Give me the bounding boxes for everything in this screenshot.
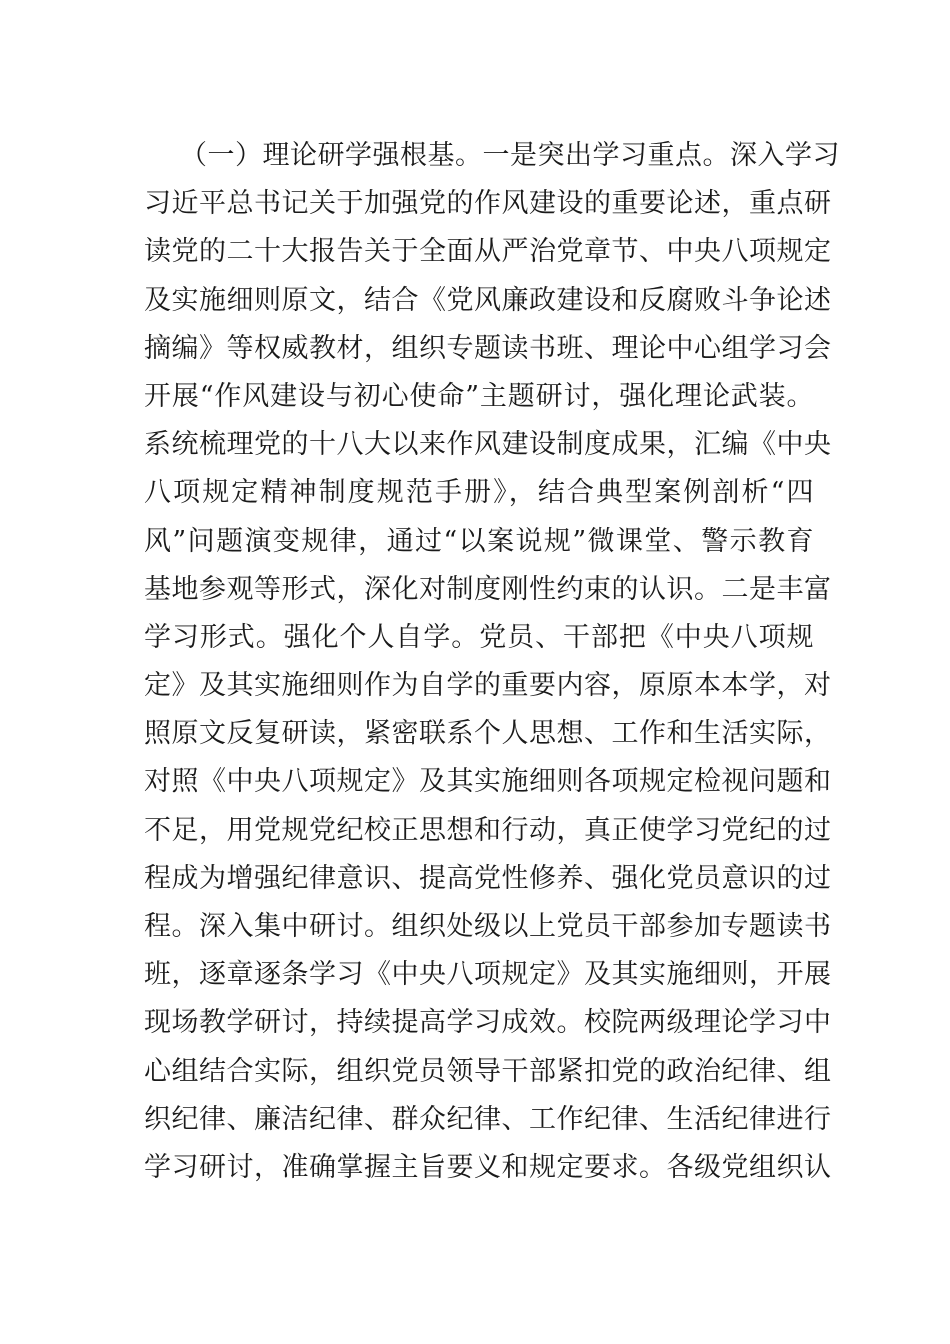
- text-line: （一）理论研学强根基。一是突出学习重点。深入学习: [180, 140, 840, 171]
- body-paragraph: [144, 132, 840, 1192]
- text-line: 读党的二十大报告关于全面从严治党章节、中央八项规定: [144, 236, 832, 268]
- text-line: 现场教学研讨，持续提高学习成效。校院两级理论学习中: [144, 1007, 832, 1039]
- text-line: 心组结合实际，组织党员领导干部紧扣党的政治纪律、组: [144, 1055, 832, 1087]
- text-line: 照原文反复研读，紧密联系个人思想、工作和生活实际，: [144, 718, 832, 750]
- text-line: 织纪律、廉洁纪律、群众纪律、工作纪律、生活纪律进行: [144, 1103, 832, 1135]
- text-line: 系统梳理党的十八大以来作风建设制度成果，汇编《中央: [144, 429, 832, 461]
- text-line: 风”问题演变规律，通过“以案说规”微课堂、警示教育: [144, 525, 814, 557]
- text-line: 摘编》等权威教材，组织专题读书班、理论中心组学习会: [144, 332, 832, 364]
- text-line: 基地参观等形式，深化对制度刚性约束的认识。二是丰富: [144, 573, 832, 605]
- text-line: 及实施细则原文，结合《党风廉政建设和反腐败斗争论述: [144, 284, 832, 316]
- text-line: 程。深入集中研讨。组织处级以上党员干部参加专题读书: [144, 911, 832, 942]
- text-line: 八项规定精神制度规范手册》，结合典型案例剖析“四: [144, 477, 814, 509]
- text-line: 学习形式。强化个人自学。党员、干部把《中央八项规: [144, 621, 814, 653]
- text-line: 对照《中央八项规定》及其实施细则各项规定检视问题和: [144, 766, 832, 798]
- text-line: 学习研讨，准确掌握主旨要义和规定要求。各级党组织认: [144, 1151, 832, 1183]
- text-line: 习近平总书记关于加强党的作风建设的重要论述，重点研: [144, 188, 832, 220]
- text-line: 定》及其实施细则作为自学的重要内容，原原本本学，对: [144, 670, 832, 702]
- text-line: 班，逐章逐条学习《中央八项规定》及其实施细则，开展: [144, 959, 832, 991]
- text-line: 不足，用党规党纪校正思想和行动，真正使学习党纪的过: [144, 814, 832, 846]
- text-line: 开展“作风建设与初心使命”主题研讨，强化理论武装。: [144, 380, 814, 412]
- text-line: 程成为增强纪律意识、提高党性修养、强化党员意识的过: [144, 862, 832, 894]
